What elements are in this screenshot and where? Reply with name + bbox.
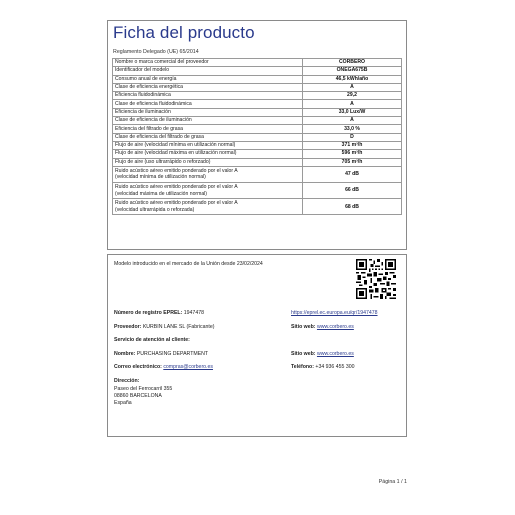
page-number: Página 1 / 1 xyxy=(378,479,407,485)
spec-row xyxy=(113,100,402,108)
service-website-row xyxy=(291,351,354,357)
email-link[interactable]: compras@corbero.es xyxy=(163,364,213,370)
spec-value: A xyxy=(303,117,402,125)
spec-row xyxy=(113,133,402,141)
eprel-link[interactable]: https://eprel.ec.europa.eu/qr/1947478 xyxy=(291,310,378,316)
website-label: Sitio web: xyxy=(291,324,316,330)
qr-code xyxy=(356,259,396,299)
spec-value: A xyxy=(303,100,402,108)
spec-row xyxy=(113,117,402,125)
spec-label xyxy=(113,150,303,158)
spec-value: CORBERO xyxy=(303,59,402,67)
spec-label-text: Ruido acústico aéreo emitido ponderado por el valor A xyxy=(115,168,238,175)
phone-value: +34 936 455 300 xyxy=(315,364,355,370)
spec-label-text: Clase de eficiencia energética xyxy=(115,84,183,91)
address-line: Paseo del Ferrocarril 355 xyxy=(114,386,173,392)
registration-card xyxy=(107,254,407,437)
spec-value: 705 m³/h xyxy=(303,158,402,166)
email-row xyxy=(114,364,213,370)
phone-row xyxy=(291,364,355,370)
supplier-value: KURBIN LANE SL (Fabricante) xyxy=(142,324,215,330)
spec-label-text: Ruido acústico aéreo emitido ponderado por el valor A xyxy=(115,200,238,207)
spec-label xyxy=(113,75,303,83)
spec-row xyxy=(113,125,402,133)
spec-label xyxy=(113,59,303,67)
spec-row xyxy=(113,108,402,116)
email-label: Correo electrónico: xyxy=(114,364,162,370)
spec-label-text: (velocidad mínima de utilización normal) xyxy=(115,174,206,181)
spec-value: ONEGA675B xyxy=(303,67,402,75)
spec-label xyxy=(113,83,303,91)
spec-label-text: Flujo de aire (velocidad mínima en utilización normal) xyxy=(115,142,236,149)
spec-label xyxy=(113,108,303,116)
eprel-row xyxy=(114,310,204,316)
supplier-label: Proveedor: xyxy=(114,324,142,330)
spec-label-text: Flujo de aire (velocidad máxima en utilización normal) xyxy=(115,150,237,157)
spec-label-text: Nombre o marca comercial del proveedor xyxy=(115,59,209,66)
spec-label-text: Clase de eficiencia de iluminación xyxy=(115,117,192,124)
supplier-website-row xyxy=(291,324,354,330)
eprel-label: Número de registro EPREL: xyxy=(114,310,183,316)
spec-label xyxy=(113,67,303,75)
regulation-subtitle: Reglamento Delegado (UE) 65/2014 xyxy=(113,49,199,55)
name-label: Nombre: xyxy=(114,351,136,357)
spec-table xyxy=(112,58,402,215)
address-line: España xyxy=(114,400,132,406)
spec-label-text: Ruido acústico aéreo emitido ponderado por el valor A xyxy=(115,184,238,191)
service-name-row xyxy=(114,351,208,357)
market-intro-text: Modelo introducido en el mercado de la Unión desde 23/02/2024 xyxy=(114,261,263,267)
spec-label xyxy=(113,183,303,199)
spec-value: 46,5 kWh/año xyxy=(303,75,402,83)
product-info-card xyxy=(107,20,407,250)
supplier-row xyxy=(114,324,214,330)
spec-value: 371 m³/h xyxy=(303,141,402,149)
spec-value: 33,0 Lux/W xyxy=(303,108,402,116)
spec-label-text: Eficiencia de iluminación xyxy=(115,108,171,115)
spec-value: 47 dB xyxy=(303,166,402,182)
spec-row xyxy=(113,141,402,149)
spec-label-text: Eficiencia fluidodinámica xyxy=(115,92,171,99)
spec-row xyxy=(113,67,402,75)
spec-label-text: Consumo anual de energía xyxy=(115,75,177,82)
spec-label-text: Eficiencia del filtrado de grasa xyxy=(115,125,183,132)
website-link[interactable]: www.corbero.es xyxy=(316,324,354,330)
eprel-number: 1947478 xyxy=(183,310,204,316)
spec-label xyxy=(113,117,303,125)
spec-row xyxy=(113,199,402,215)
spec-label xyxy=(113,133,303,141)
spec-label xyxy=(113,125,303,133)
spec-row xyxy=(113,158,402,166)
website2-label: Sitio web: xyxy=(291,351,316,357)
spec-value: 29,2 xyxy=(303,92,402,100)
spec-row xyxy=(113,75,402,83)
spec-row xyxy=(113,92,402,100)
spec-row xyxy=(113,166,402,182)
spec-value: 596 m³/h xyxy=(303,150,402,158)
spec-row xyxy=(113,150,402,158)
spec-value: 33,0 % xyxy=(303,125,402,133)
spec-row xyxy=(113,83,402,91)
spec-row xyxy=(113,183,402,199)
spec-label xyxy=(113,92,303,100)
address-line: 08860 BARCELONA xyxy=(114,393,162,399)
spec-label-text: (velocidad ultrarrápida o reforzada) xyxy=(115,206,195,213)
name-value: PURCHASING DEPARTMENT xyxy=(136,351,209,357)
spec-label-text: (velocidad máxima de utilización normal) xyxy=(115,190,208,197)
spec-label-text: Clase de eficiencia fluidodinámica xyxy=(115,100,192,107)
phone-label: Teléfono: xyxy=(291,364,314,370)
spec-label xyxy=(113,100,303,108)
spec-label xyxy=(113,199,303,215)
spec-label xyxy=(113,166,303,182)
page-title: Ficha del producto xyxy=(113,23,255,42)
spec-label xyxy=(113,158,303,166)
spec-label-text: Identificador del modelo xyxy=(115,67,170,74)
website2-link[interactable]: www.corbero.es xyxy=(316,351,354,357)
spec-value: 66 dB xyxy=(303,183,402,199)
spec-value: A xyxy=(303,83,402,91)
spec-value: 68 dB xyxy=(303,199,402,215)
spec-value: D xyxy=(303,133,402,141)
spec-label xyxy=(113,141,303,149)
spec-label-text: Flujo de aire (uso ultrarrápido o reforzado) xyxy=(115,158,211,165)
address-label: Dirección: xyxy=(114,378,140,384)
customer-service-heading: Servicio de atención al cliente: xyxy=(114,337,190,343)
spec-row xyxy=(113,59,402,67)
spec-label-text: Clase de eficiencia del filtrado de grasa xyxy=(115,133,204,140)
